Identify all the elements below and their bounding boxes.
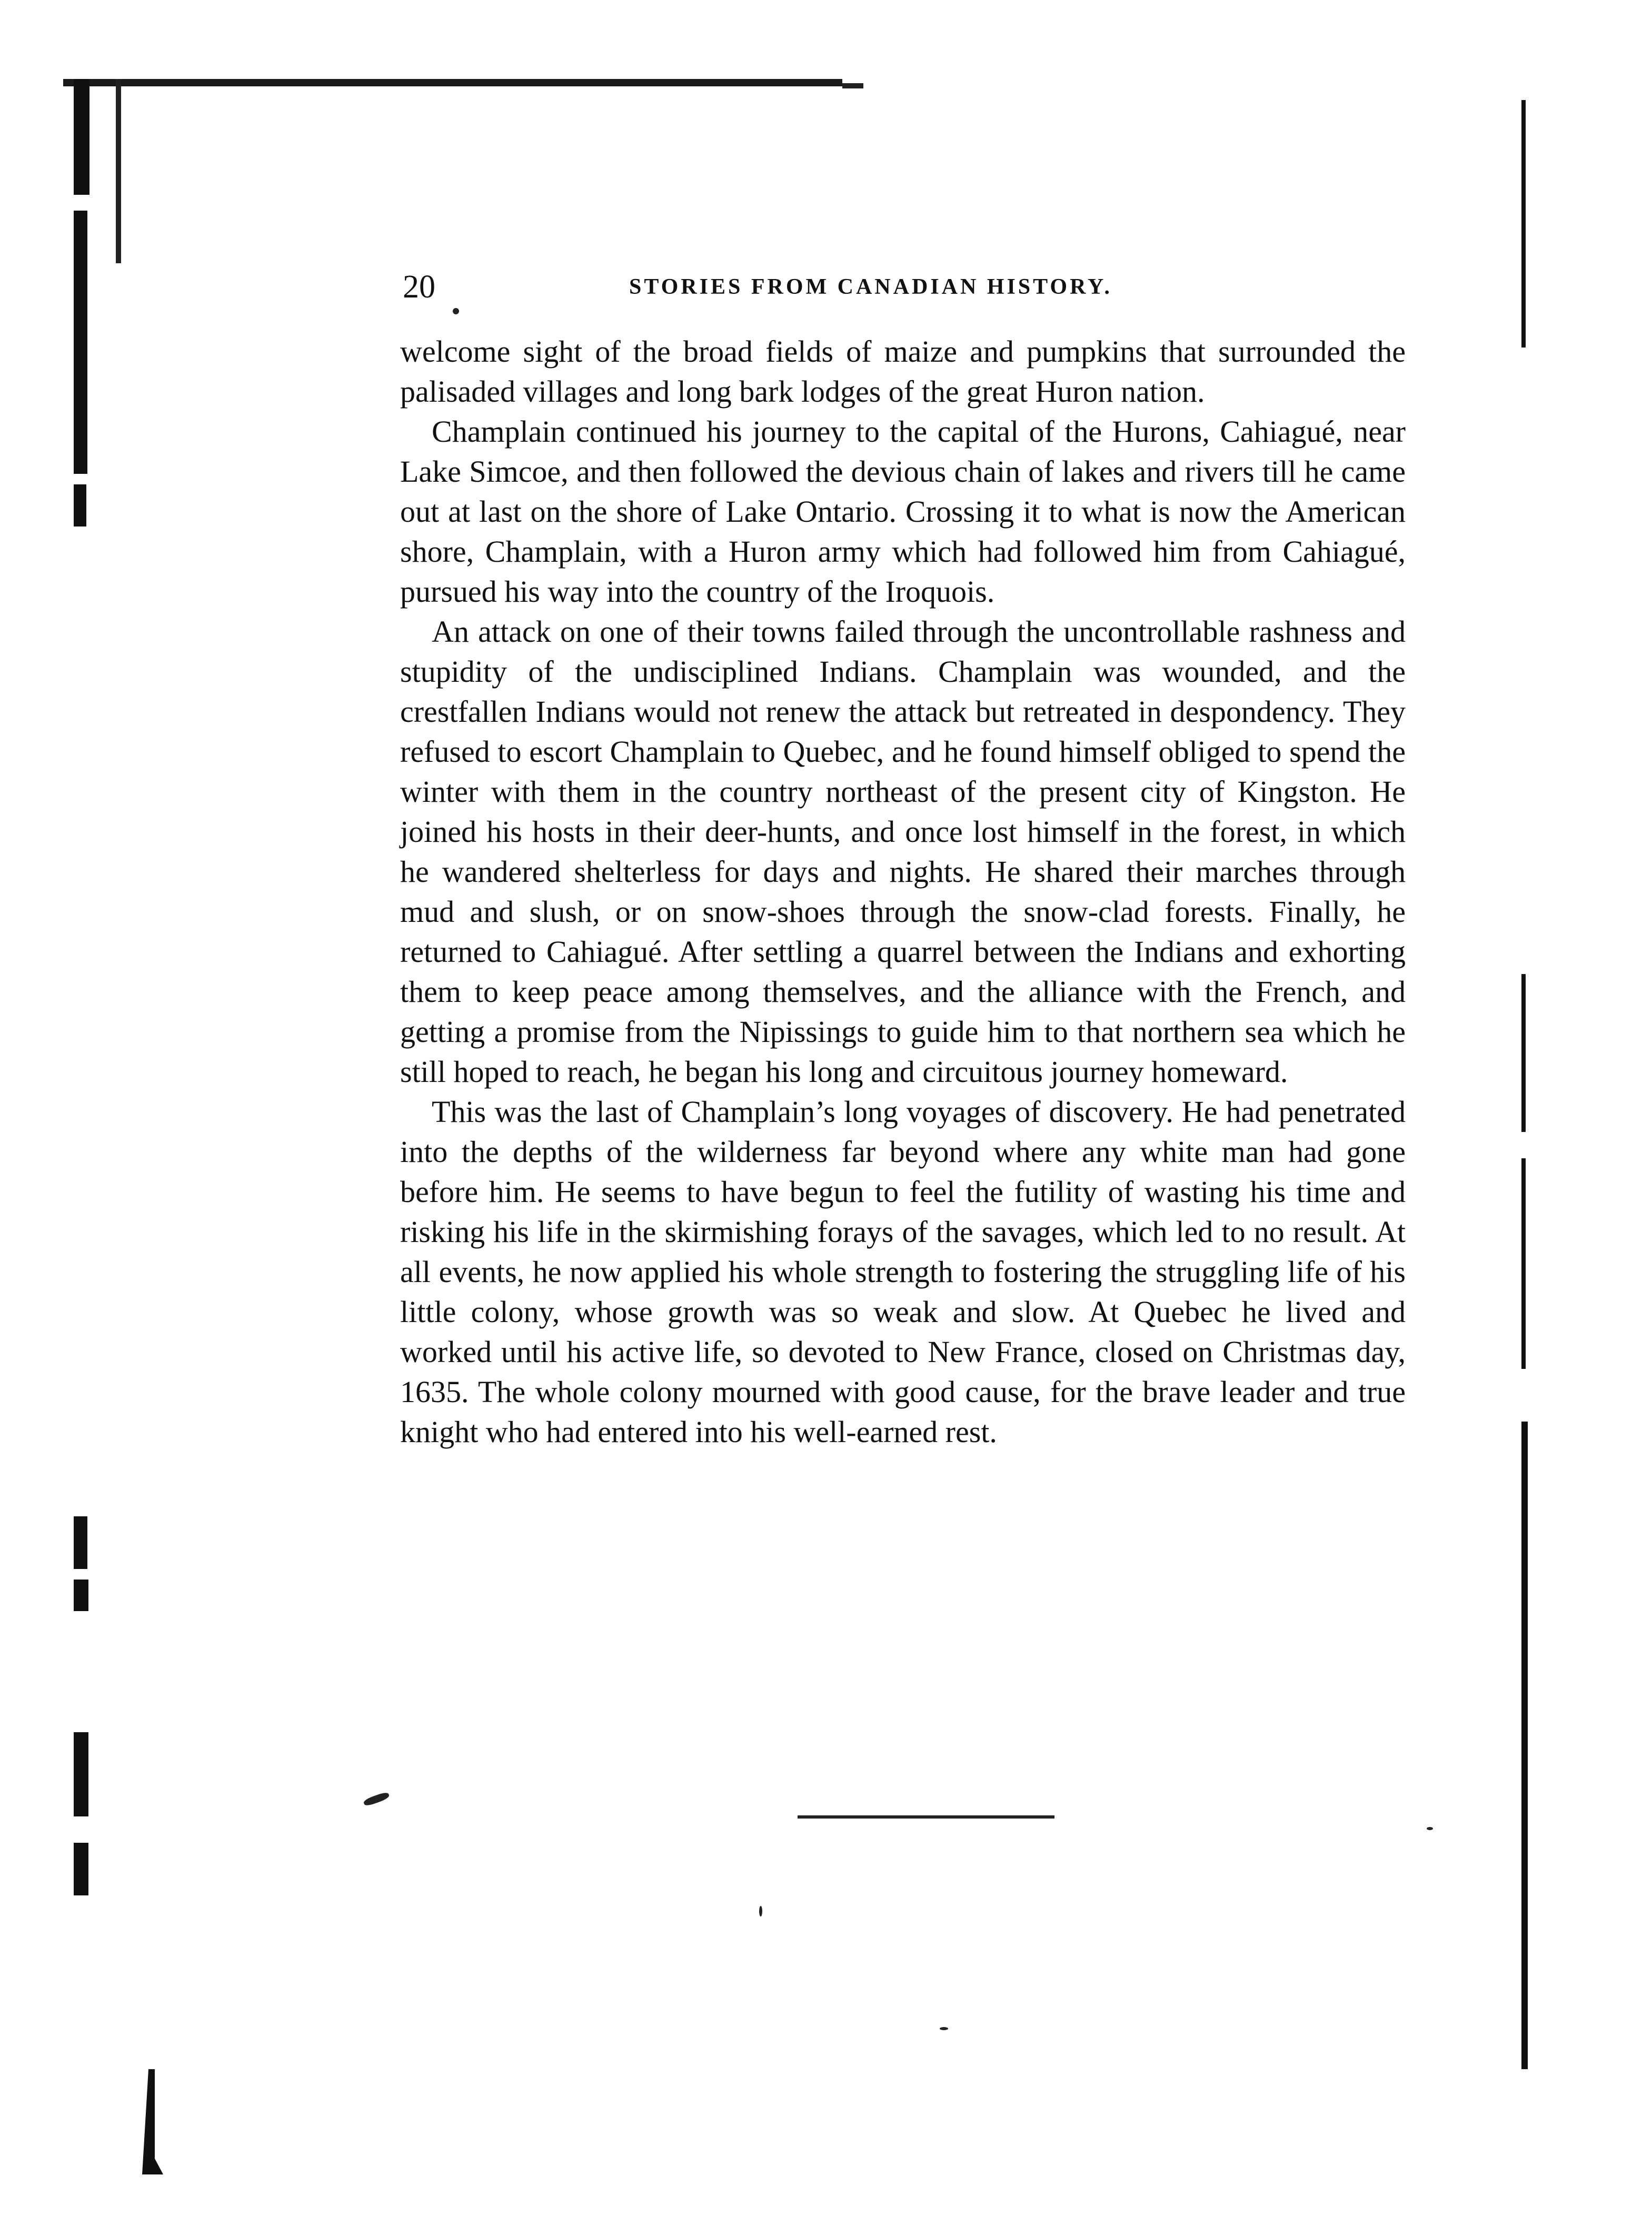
scan-edge-mark (74, 484, 86, 527)
scan-edge-mark (74, 211, 87, 474)
scan-edge-mark (74, 1516, 87, 1569)
scan-border-top (63, 79, 842, 86)
scan-speck (759, 1906, 762, 1916)
body-text (400, 332, 1406, 1452)
scan-edge-right (1521, 100, 1526, 347)
scan-speck (363, 1791, 390, 1807)
scan-edge-mark (74, 1580, 88, 1611)
running-title: STORIES FROM CANADIAN HISTORY. (629, 275, 1112, 299)
paragraph: Champlain continued his journey to the capital of the Hurons, Cahiagué, near Lake Simcoe, and then followed the devious chain of lakes and rivers till he came out at last on the shore of Lake Ontario. Crossing it to what is now the American shore, Champlain, with a Huron army which had followed him from Cahiagué, pursued his way into the country of the Iroquois. (400, 414, 1406, 609)
scan-speck (453, 308, 459, 314)
scan-border-dash (842, 83, 863, 88)
paragraph: An attack on one of their towns failed through the uncontrollable rashness and stupidity of the undisciplined Indians. Champlain was wounded, and the crestfallen Indians would not renew the attack but retreated in despondency. They refused to escort Champlain to Quebec, and he found himself obliged to spend the winter with them in the country northeast of the present city of Kingston. He joined his hosts in their deer-hunts, and once lost himself in the forest, in which he wandered shelterless for days and nights. He shared their marches through mud and slush, or on snow-shoes through the snow-clad forests. Finally, he returned to Cahiagué. After settling a quarrel between the Indians and exhorting them to keep peace among themselves, and the alliance with the French, and getting a promise from the Nipissings to guide him to that northern sea which he still hoped to reach, he began his long and circuitous journey homeward. (400, 614, 1406, 1089)
paragraph: welcome sight of the broad fields of maize and pumpkins that surrounded the palisaded villages and long bark lodges of the great Huron nation. (400, 334, 1406, 409)
scan-edge-mark (74, 1732, 88, 1816)
scan-edge-right (1521, 974, 1526, 1132)
scan-edge-mark (74, 1843, 88, 1895)
paragraph: This was the last of Champlain’s long voyages of discovery. He had penetrated into the depths of the wilderness far beyond where any white man had gone before him. He seems to have begun to feel the futility of wasting his time and risking his life in the skirmishing forays of the savages, which led to no result. At all events, he now applied his whole strength to fostering the struggling life of his little colony, whose growth was so weak and slow. At Quebec he lived and worked until his active life, so devoted to New France, closed on Christmas day, 1635. The whole colony mourned with good cause, for the brave leader and true knight who had entered into his well-earned rest. (400, 1095, 1406, 1449)
scan-speck (1427, 1827, 1433, 1830)
scan-border-left (116, 79, 121, 263)
scan-speck (940, 2027, 948, 2030)
scan-edge-right (1521, 1422, 1528, 2069)
section-end-rule (798, 1815, 1054, 1819)
running-head (403, 266, 1419, 308)
scan-corner-mark (142, 2069, 163, 2174)
scan-edge-right (1521, 1158, 1526, 1369)
page-number: 20 (403, 269, 435, 305)
scan-edge-mark (74, 79, 89, 195)
